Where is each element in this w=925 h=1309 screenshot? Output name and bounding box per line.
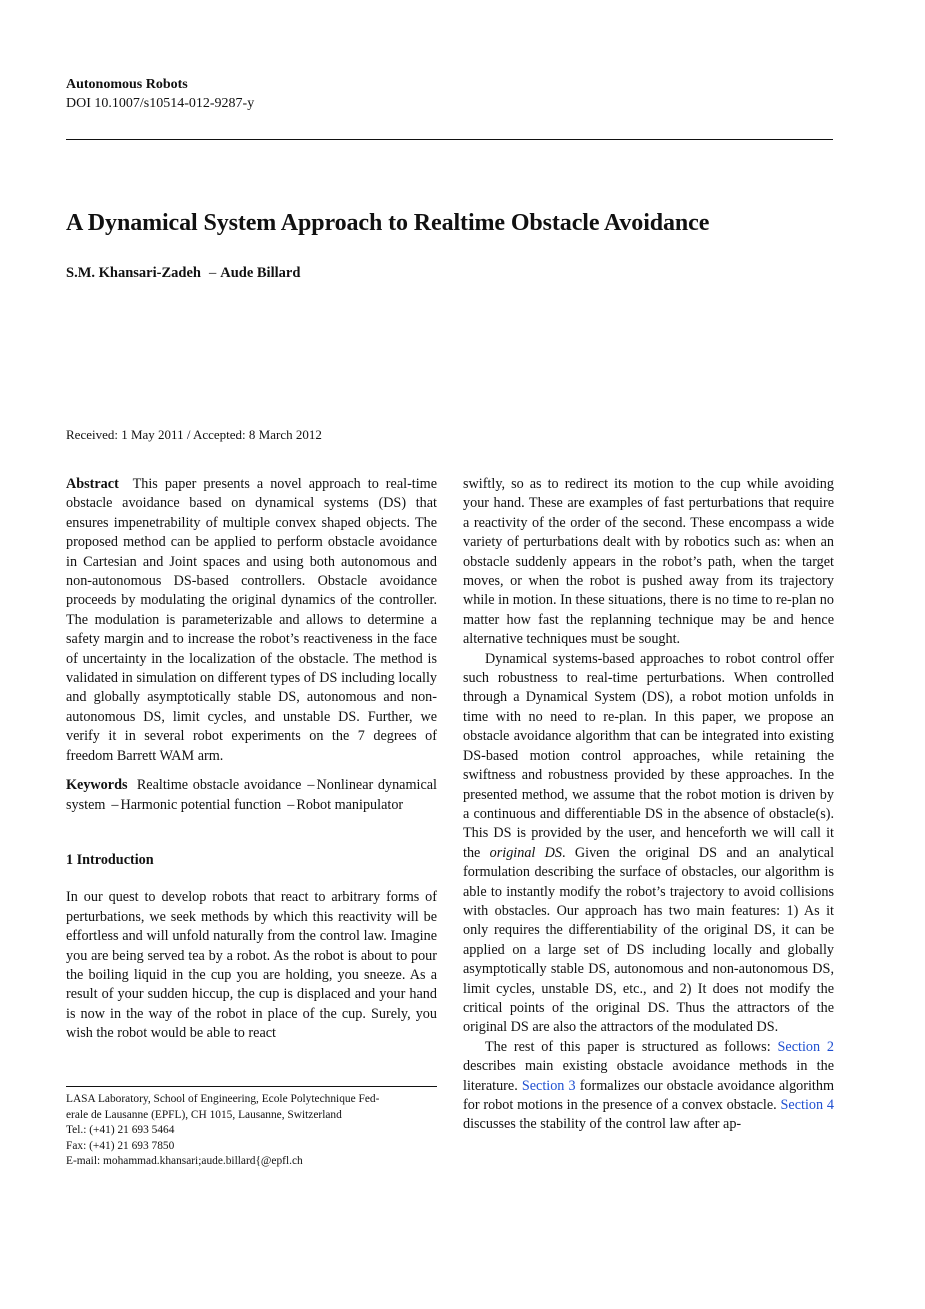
keyword-2: Nonlinear dynamical system bbox=[66, 777, 437, 813]
abstract bbox=[66, 475, 437, 766]
doi-text: DOI 10.1007/s10514-012-9287-y bbox=[66, 96, 255, 111]
author-list bbox=[66, 265, 300, 282]
paper-title: A Dynamical System Approach to Realtime Obstacle Avoidance bbox=[66, 210, 710, 236]
author-1: S.M. Khansari-Zadeh bbox=[66, 265, 201, 281]
abstract-label: Abstract bbox=[66, 476, 119, 492]
link-section-3[interactable]: Section 3 bbox=[521, 1077, 576, 1094]
link-section-2[interactable]: Section 2 bbox=[777, 1038, 835, 1055]
journal-name: Autonomous Robots bbox=[66, 77, 188, 92]
keywords-label: Keywords bbox=[66, 777, 128, 794]
footnote-affiliation-line-2: erale de Lausanne (EPFL), CH 1015, Lausanne, Switzerland bbox=[66, 1108, 342, 1121]
intro-paragraph-3-text-d: discusses the stability of the control law after ap- bbox=[463, 1116, 742, 1133]
intro-paragraph-2-text-b: . Given the original DS and an analytical formulation describing the surface of obstacles, our algorithm is able to instantly modify the robot’s trajectory to avoid collisions with obstacles. Our approach has two main features: 1) As it only requires the differentiability of the original DS, it can be applied on a large set of DS including locally and globally asymptotically stable DS, autonomous and non-autonomous DS, limit cycles, unstable DS, etc., and 2) It does not modify the critical points of the original DS. Thus the attractors of the original DS are also the attractors of the modulated DS. bbox=[463, 844, 835, 1036]
header-rule bbox=[66, 139, 833, 140]
intro-paragraph-left: In our quest to develop robots that react to arbitrary forms of perturbations, we seek methods by which this reactivity will be effortless and will unfold naturally from the control law. Imagine you are being served tea by a robot. As the robot is about to pour the boiling liquid in the cup you are holding, you sneeze. As a result of your sudden hiccup, the cup is displaced and your hand is now in the way of the robot in place of the cup. Surely, you wish the robot would be able to react bbox=[66, 889, 437, 1042]
intro-paragraph-3-text-a: The rest of this paper is structured as follows: bbox=[485, 1038, 771, 1055]
link-section-4[interactable]: Section 4 bbox=[780, 1097, 835, 1113]
keyword-1: Realtime obstacle avoidance bbox=[136, 777, 302, 794]
footnote bbox=[66, 1092, 437, 1170]
intro-paragraph-1: swiftly, so as to redirect its motion to the cup while avoiding your hand. These are examples of fast perturbations that require a reactivity of the order of the second. These encompass a wide variety of perturbations dealt with by robotics such as: when an obstacle suddenly appears in the robot’s path, when the target moves, or when the robot is pushed away from its trajectory while in motion. In these situations, there is no time to re-plan no matter how fast the replanning technique may be and hence alternative techniques must be sought. bbox=[463, 476, 834, 648]
keyword-separator: – bbox=[287, 796, 295, 813]
footnote-tel: Tel.: (+41) 21 693 5464 bbox=[66, 1124, 175, 1137]
intro-paragraph-3-text-c: formalizes our obstacle avoidance algorithm for robot motions in the presence of a convex obstacle. bbox=[463, 1077, 834, 1113]
footnote-affiliation-line-1: LASA Laboratory, School of Engineering, Ecole Polytechnique Fed- bbox=[66, 1093, 380, 1105]
right-column bbox=[463, 475, 834, 1135]
section-heading-introduction: 1 Introduction bbox=[66, 851, 154, 868]
keyword-separator: – bbox=[307, 777, 315, 794]
abstract-text: This paper presents a novel approach to real-time obstacle avoidance based on dynamical systems (DS) that ensures impenetrability of multiple convex shaped objects. The proposed method can be applied to perform obstacle avoidance in Cartesian and Joint spaces and using both autonomous and non-autonomous DS-based controllers. Obstacle avoidance proceeds by modulating the original dynamics of the controller. The modulation is parameterizable and allows to determine a safety margin and to increase the robot’s reactiveness in the face of uncertainty in the localization of the obstacle. The method is validated in simulation on different types of DS including locally and globally asymptotically stable DS, autonomous and non-autonomous DS, limit cycles, and unstable DS. Further, we verify it in several robot experiments on the 7 degrees of freedom Barrett WAM arm. bbox=[66, 476, 438, 764]
footnote-fax: Fax: (+41) 21 693 7850 bbox=[66, 1139, 175, 1152]
keyword-4: Robot manipulator bbox=[296, 796, 404, 813]
author-separator: – bbox=[208, 265, 217, 281]
footnote-email: E-mail: mohammad.khansari;aude.billard{@epfl.ch bbox=[66, 1155, 303, 1168]
intro-paragraph-2 bbox=[463, 650, 834, 1038]
intro-paragraph-2-emphasis: original DS bbox=[489, 844, 563, 861]
intro-paragraph-3 bbox=[463, 1038, 834, 1135]
keywords bbox=[66, 776, 437, 815]
intro-paragraph-3-text-b: describes main existing obstacle avoidance methods in the literature. bbox=[463, 1058, 834, 1094]
footnote-rule bbox=[66, 1086, 437, 1087]
keyword-separator: – bbox=[111, 796, 119, 813]
author-2: Aude Billard bbox=[220, 265, 301, 281]
left-column bbox=[66, 475, 437, 1044]
keyword-3: Harmonic potential function bbox=[120, 796, 282, 813]
intro-paragraph-2-text-a: Dynamical systems-based approaches to robot control offer such robustness to real-time perturbations. When controlled through a Dynamical System (DS), a robot motion unfolds in time with no need to re-plan. In this paper, we propose an obstacle avoidance algorithm that can be integrated into existing DS-based motion control approaches, while retaining the swiftness and robustness provided by these approaches. In the presented method, we assume that the robot motion is driven by a continuous and differentiable DS in the absence of obstacle(s). This DS is provided by the user, and henceforth we will call it the bbox=[463, 650, 834, 861]
received-date: Received: 1 May 2011 / Accepted: 8 March 2012 bbox=[66, 427, 322, 442]
